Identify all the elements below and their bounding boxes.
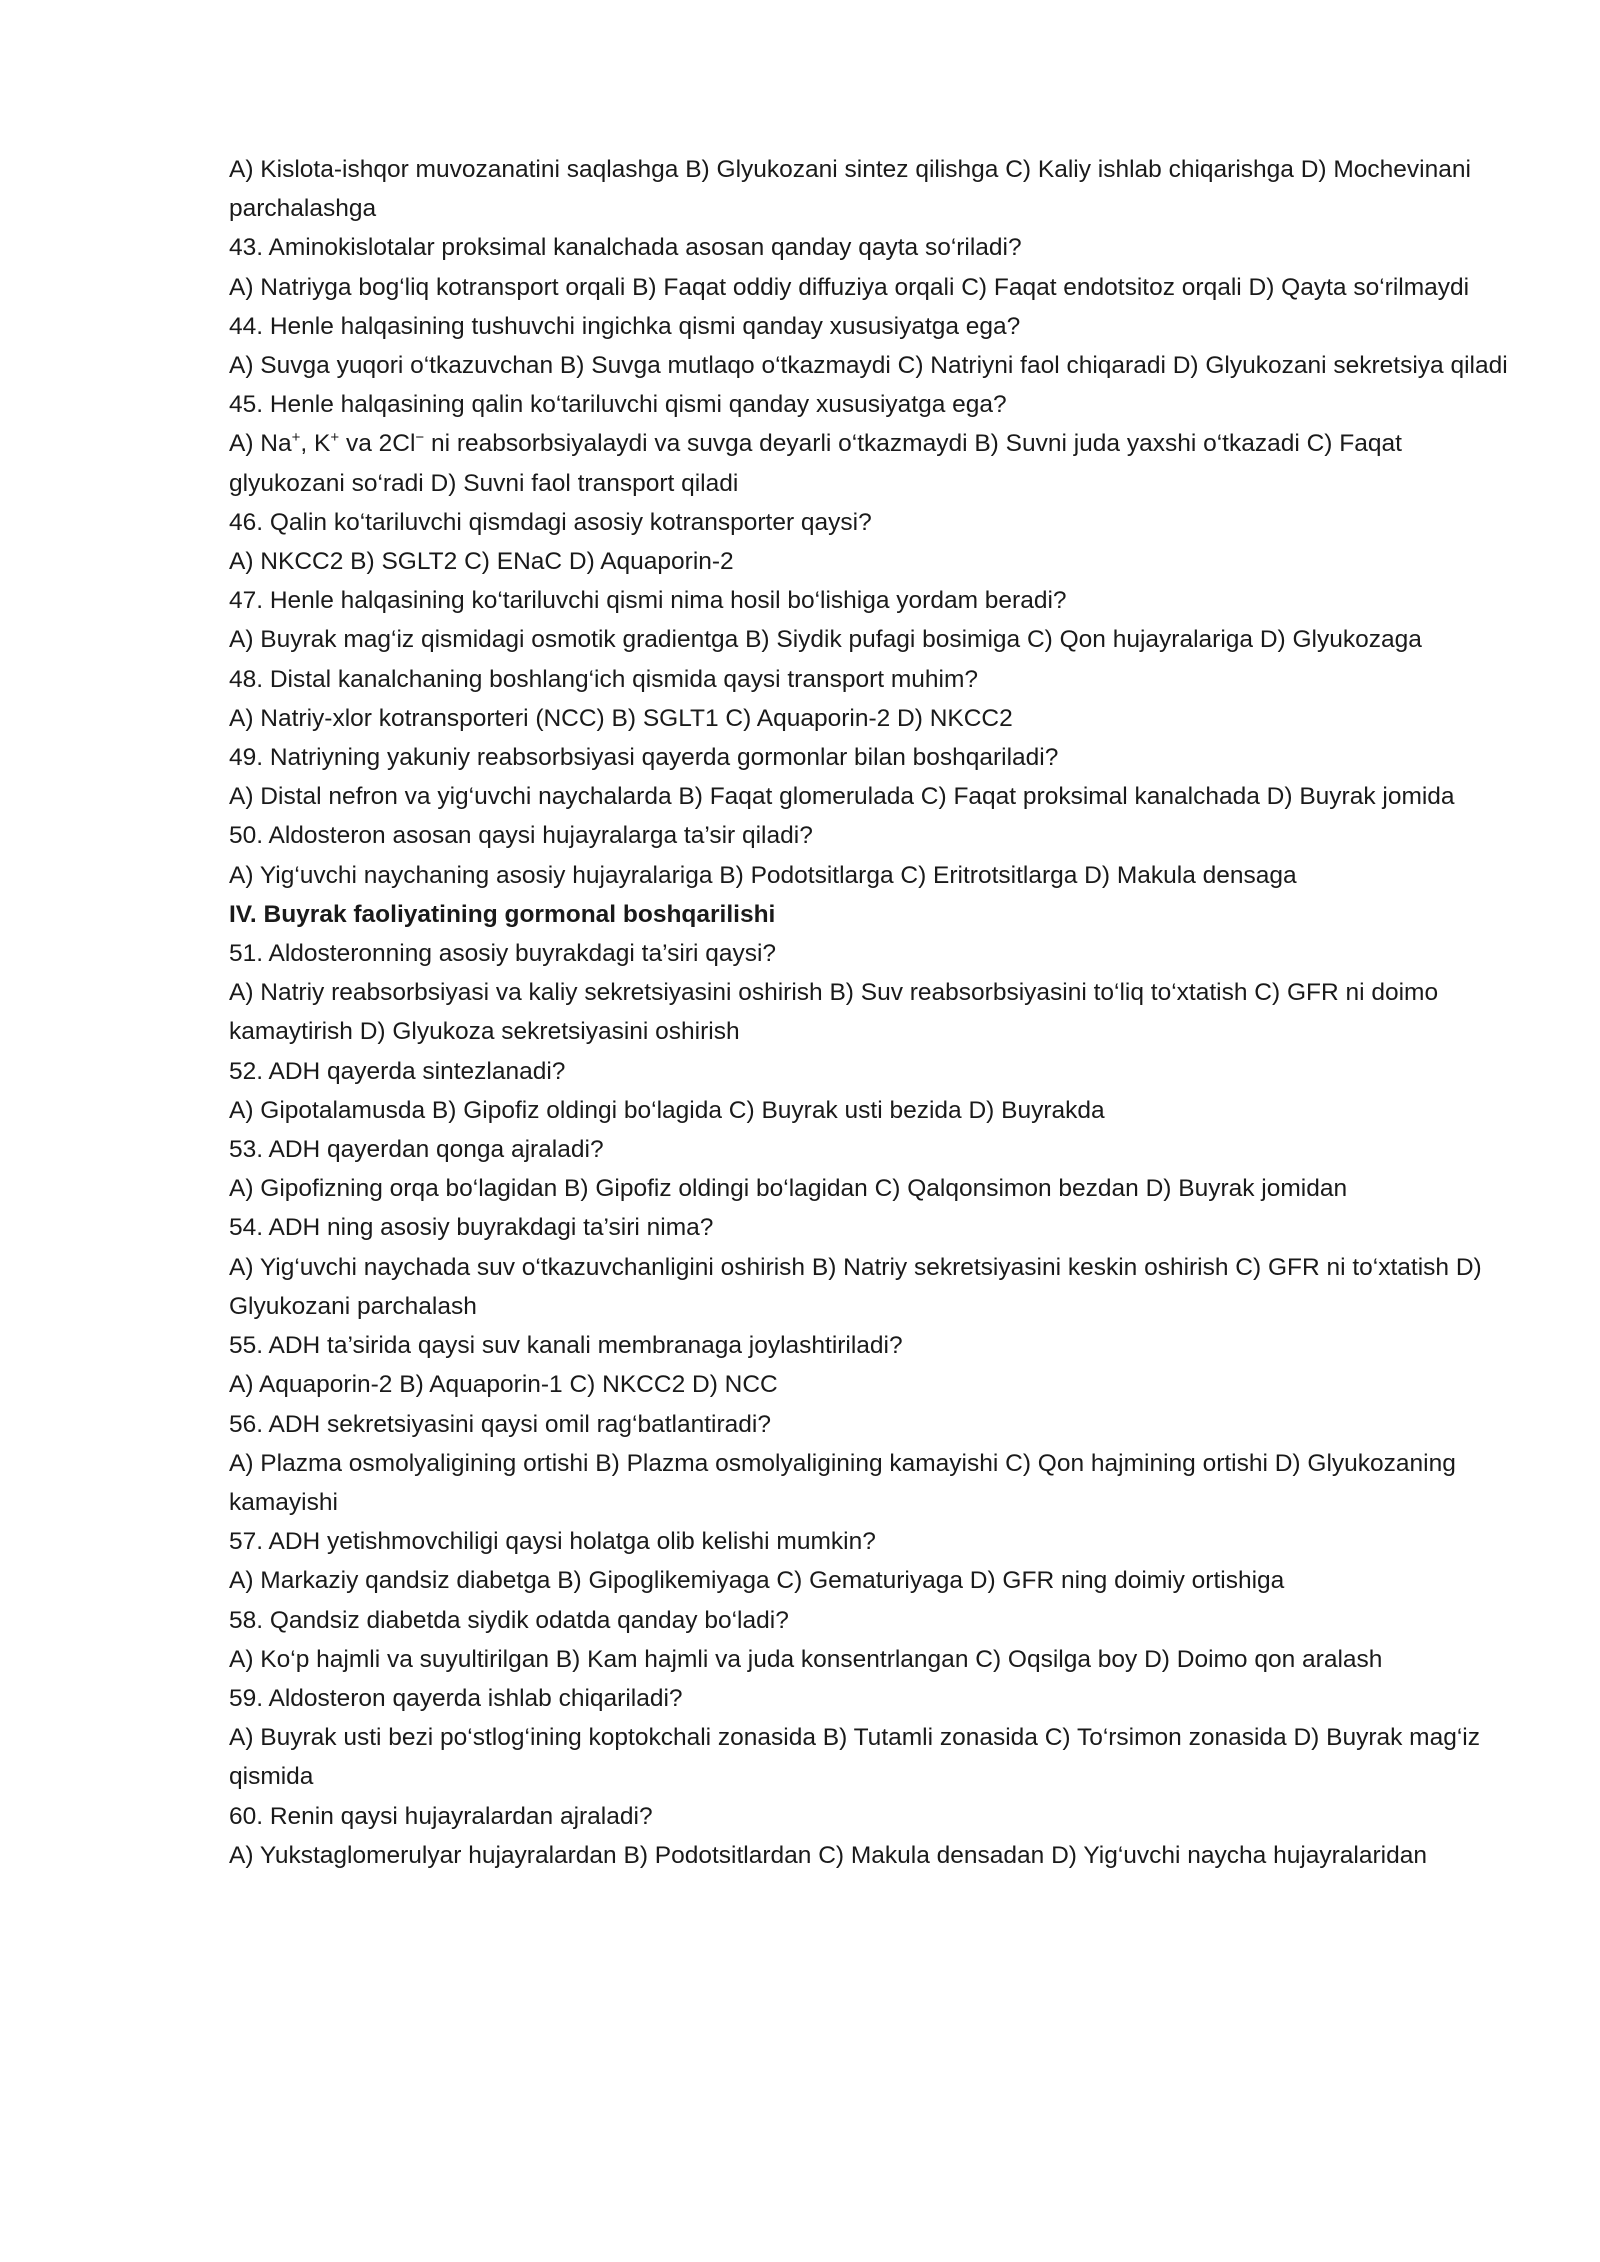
- q58-question: 58. Qandsiz diabetda siydik odatda qanday bo‘ladi?: [229, 1606, 789, 1634]
- q52-question: 52. ADH qayerda sintezlanadi?: [229, 1057, 566, 1085]
- q51-answers: A) Natriy reabsorbsiyasi va kaliy sekretsiyasini oshirish B) Suv reabsorbsiyasini to‘liq to‘xtatish C) GFR ni doimo kamaytirish D) Glyukoza sekretsiyasini oshirish: [229, 979, 1445, 1046]
- q49-question: 49. Natriyning yakuniy reabsorbsiyasi qayerda gormonlar bilan boshqariladi?: [229, 744, 1059, 772]
- q54-answers: A) Yig‘uvchi naychada suv o‘tkazuvchanligini oshirish B) Natriy sekretsiyasini keskin oshirish C) GFR ni to‘xtatish D) Glyukozani parchalash: [229, 1253, 1489, 1320]
- q48-question: 48. Distal kanalchaning boshlang‘ich qismida qaysi transport muhim?: [229, 665, 979, 693]
- q50-question: 50. Aldosteron asosan qaysi hujayralarga ta’sir qiladi?: [229, 822, 813, 850]
- q46-question: 46. Qalin ko‘tariluvchi qismdagi asosiy kotransporter qaysi?: [229, 508, 872, 536]
- q44-question: 44. Henle halqasining tushuvchi ingichka qismi qanday xususiyatga ega?: [229, 312, 1021, 340]
- q58-answers: A) Ko‘p hajmli va suyultirilgan B) Kam hajmli va juda konsentrlangan C) Oqsilga boy D) Doimo qon aralash: [229, 1645, 1383, 1673]
- q48-answers: A) Natriy-xlor kotransporteri (NCC) B) SGLT1 C) Aquaporin-2 D) NKCC2: [229, 704, 1013, 732]
- document-page: [229, 150, 1509, 1875]
- q45-sup-plus-1: +: [291, 429, 301, 447]
- q56-question: 56. ADH sekretsiyasini qaysi omil rag‘batlantiradi?: [229, 1410, 771, 1438]
- q54-question: 54. ADH ning asosiy buyrakdagi ta’siri nima?: [229, 1214, 714, 1242]
- q45-sup-plus-2: +: [330, 429, 340, 447]
- q45-answer-prefix: A) Na: [229, 430, 292, 458]
- q43-question: 43. Aminokislotalar proksimal kanalchada asosan qanday qayta so‘riladi?: [229, 234, 1022, 262]
- q44-answers: A) Suvga yuqori o‘tkazuvchan B) Suvga mutlaqo o‘tkazmaydi C) Natriyni faol chiqaradi D) Glyukozani sekretsiya qiladi: [229, 352, 1508, 380]
- q42-answers: A) Kislota-ishqor muvozanatini saqlashga B) Glyukozani sintez qilishga C) Kaliy ishlab chiqarishga D) Mochevinani parchalashga: [229, 156, 1478, 223]
- q45-answers: [229, 424, 1509, 502]
- q47-answers: A) Buyrak mag‘iz qismidagi osmotik gradientga B) Siydik pufagi bosimiga C) Qon hujayralariga D) Glyukozaga: [229, 626, 1422, 654]
- q55-question: 55. ADH ta’sirida qaysi suv kanali membranaga joylashtiriladi?: [229, 1332, 903, 1360]
- q59-answers: A) Buyrak usti bezi po‘stlog‘ining koptokchali zonasida B) Tutamli zonasida C) To‘rsimon zonasida D) Buyrak mag‘iz qismida: [229, 1724, 1487, 1791]
- q45-answer-rest: ni reabsorbsiyalaydi va suvga deyarli o‘tkazmaydi B) Suvni juda yaxshi o‘tkazadi C) Faqat glyukozani so‘radi D) Suvni faol transport qiladi: [229, 430, 1409, 497]
- q52-answers: A) Gipotalamusda B) Gipofiz oldingi bo‘lagida C) Buyrak usti bezida D) Buyrakda: [229, 1096, 1105, 1124]
- q45-sup-minus: −: [415, 429, 425, 447]
- q47-question: 47. Henle halqasining ko‘tariluvchi qismi nima hosil bo‘lishiga yordam beradi?: [229, 587, 1067, 615]
- q53-question: 53. ADH qayerdan qonga ajraladi?: [229, 1136, 604, 1164]
- q56-answers: A) Plazma osmolyaligining ortishi B) Plazma osmolyaligining kamayishi C) Qon hajmining ortishi D) Glyukozaning kamayishi: [229, 1449, 1463, 1516]
- q57-answers: A) Markaziy qandsiz diabetga B) Gipoglikemiyaga C) Gematuriyaga D) GFR ning doimiy ortishiga: [229, 1567, 1285, 1595]
- q55-answers: A) Aquaporin-2 B) Aquaporin-1 C) NKCC2 D) NCC: [229, 1371, 778, 1399]
- q45-answer-mid2: va 2Cl: [339, 430, 416, 458]
- q46-answers: A) NKCC2 B) SGLT2 C) ENaC D) Aquaporin-2: [229, 548, 734, 576]
- q51-question: 51. Aldosteronning asosiy buyrakdagi ta’siri qaysi?: [229, 940, 777, 968]
- q59-question: 59. Aldosteron qayerda ishlab chiqariladi?: [229, 1684, 683, 1712]
- q43-answers: A) Natriyga bog‘liq kotransport orqali B) Faqat oddiy diffuziya orqali C) Faqat endotsitoz orqali D) Qayta so‘rilmaydi: [229, 273, 1470, 301]
- q45-answer-mid1: , K: [300, 430, 331, 458]
- q50-answers: A) Yig‘uvchi naychaning asosiy hujayralariga B) Podotsitlarga C) Eritrotsitlarga D) Makula densaga: [229, 861, 1297, 889]
- section-heading: IV. Buyrak faoliyatining gormonal boshqarilishi: [229, 900, 776, 928]
- q60-question: 60. Renin qaysi hujayralardan ajraladi?: [229, 1802, 653, 1830]
- q49-answers: A) Distal nefron va yig‘uvchi naychalarda B) Faqat glomerulada C) Faqat proksimal kanalchada D) Buyrak jomida: [229, 783, 1455, 811]
- q60-answers: A) Yukstaglomerulyar hujayralardan B) Podotsitlardan C) Makula densadan D) Yig‘uvchi naycha hujayralaridan: [229, 1841, 1427, 1869]
- q57-question: 57. ADH yetishmovchiligi qaysi holatga olib kelishi mumkin?: [229, 1528, 876, 1556]
- q53-answers: A) Gipofizning orqa bo‘lagidan B) Gipofiz oldingi bo‘lagidan C) Qalqonsimon bezdan D) Buyrak jomidan: [229, 1175, 1348, 1203]
- q45-question: 45. Henle halqasining qalin ko‘tariluvchi qismi qanday xususiyatga ega?: [229, 391, 1007, 419]
